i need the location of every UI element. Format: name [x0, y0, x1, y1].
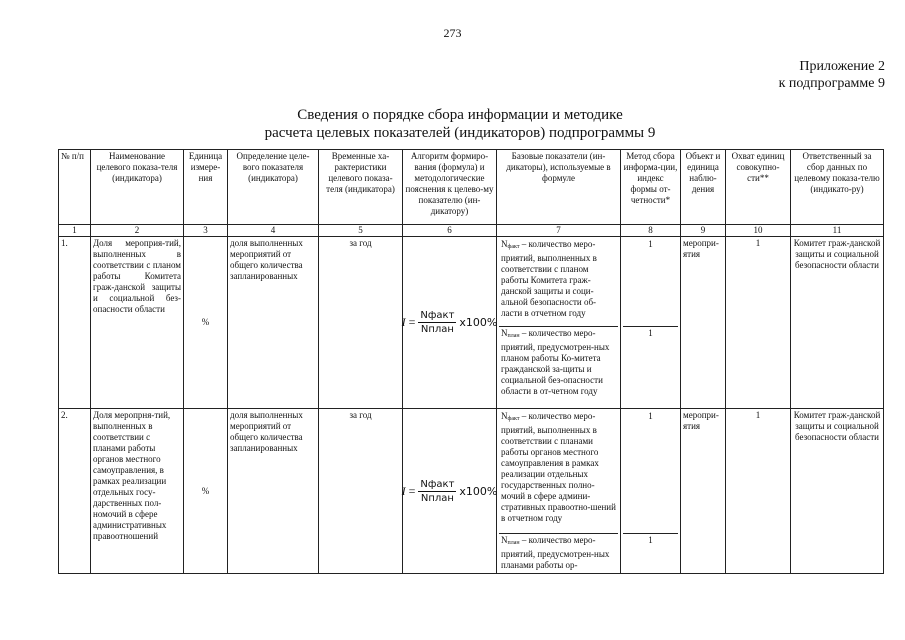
appendix-label [779, 58, 885, 92]
column-number-row [59, 225, 884, 237]
base-indicator-plan: Nплан – количество меро-приятий, предусмотрен-ных планом работы Ко-митета гражданской за-щиты и социальной без-опасности области в от-четном году [501, 328, 610, 396]
column-header: № п/п [59, 150, 91, 225]
formula-multiplier: x100% [459, 316, 498, 329]
base-indicator-fact: Nфакт – количество меро-приятий, выполненных в соответствии с планами работы органов местного самоуправления в рамках реализации отдельных государственных полно-мочий в сфере админи-стративных правоотно-шений в отчетном году [499, 410, 618, 534]
formula-fraction [418, 310, 456, 335]
formula-eq: = [408, 315, 416, 329]
column-header: Единица измере-ния [184, 150, 228, 225]
formula-var: I [401, 483, 406, 498]
time-cell: за год [319, 409, 403, 574]
definition-cell: доля выполненных мероприятий от общего количества запланированных [228, 237, 319, 409]
document-title [200, 106, 720, 142]
base-indicator-fact: Nфакт – количество меро-приятий, выполненных в соответствии с планом работы Комитета граж-данской защиты и соци-альной безопасности об-ласти в отчетном году [499, 238, 618, 327]
table-row [59, 237, 884, 409]
coverage-cell: 1 [726, 409, 791, 574]
table-row [59, 409, 884, 574]
base-indicators-cell [497, 409, 621, 574]
column-header: Базовые показатели (ин-дикаторы), используемые в формуле [497, 150, 621, 225]
formula-eq: = [408, 483, 416, 498]
base-indicators-cell [497, 237, 621, 409]
definition-cell: доля выполненных мероприятий от общего количества запланированных [228, 409, 319, 574]
table-header-row [59, 150, 884, 225]
column-number: 7 [497, 225, 621, 237]
column-number: 2 [91, 225, 184, 237]
formula-denominator: Nплан [420, 324, 454, 335]
formula-var: I [401, 315, 406, 329]
time-cell: за год [319, 237, 403, 409]
column-number: 3 [184, 225, 228, 237]
formula-cell [403, 237, 497, 409]
method-value: 1 [648, 328, 653, 338]
unit-cell: % [184, 409, 228, 574]
row-number: 2. [59, 409, 91, 574]
method-value: 1 [623, 238, 678, 327]
column-header: Охват единиц совокупно-сти** [726, 150, 791, 225]
formula-denominator: Nплан [420, 492, 454, 504]
formula [401, 478, 498, 504]
formula-cell [403, 409, 497, 574]
indicator-name: Доля мероприя-тий, выполненных в соответствии с планом работы Комитета граж-данской защиты и социальной без-опасности области [91, 237, 184, 409]
column-header: Временные ха-рактеристики целевого показа-теля (индикатора) [319, 150, 403, 225]
indicators-table [58, 149, 884, 574]
formula-numerator: Nфакт [420, 478, 455, 490]
column-header: Определение целе-вого показателя (индикатора) [228, 150, 319, 225]
appendix-line1: Приложение 2 [799, 59, 885, 74]
method-cell [621, 409, 681, 574]
column-number: 8 [621, 225, 681, 237]
title-line1: Сведения о порядке сбора информации и методике [297, 107, 623, 123]
object-cell: меропри-ятия [681, 409, 726, 574]
formula [401, 310, 498, 335]
formula-numerator: Nфакт [420, 310, 455, 321]
column-number: 10 [726, 225, 791, 237]
responsible-cell: Комитет граж-данской защиты и социальной безопасности области [791, 237, 884, 409]
indicator-name: Доля меропрня-тий, выполненных в соответствии с планами работы органов местного самоуправления, в рамках реализации отдельных госу-дарственных пол-номочий в сфере административных правоотношений [91, 409, 184, 574]
column-number: 11 [791, 225, 884, 237]
base-indicator-plan: Nплан – количество меро-приятий, предусмотрен-ных планами работы ор- [501, 535, 610, 570]
column-header: Наименование целевого показа-теля (индикатора) [91, 150, 184, 225]
unit-cell: % [184, 237, 228, 409]
method-value: 1 [623, 410, 678, 534]
responsible-cell: Комитет граж-данской защиты и социальной безопасности области [791, 409, 884, 574]
appendix-line2: к подпрограмме 9 [778, 76, 885, 91]
object-cell: меропри-ятия [681, 237, 726, 409]
formula-fraction [418, 479, 456, 504]
column-number: 4 [228, 225, 319, 237]
column-number: 5 [319, 225, 403, 237]
row-number: 1. [59, 237, 91, 409]
column-header: Алгоритм формиро-вания (формула) и методологические пояснения к целево-му показателю (ин-дикатору) [403, 150, 497, 225]
title-line2: расчета целевых показателей (индикаторов) подпрограммы 9 [264, 125, 656, 141]
column-header: Метод сбора информа-ции, индекс формы от-четности* [621, 150, 681, 225]
column-number: 6 [403, 225, 497, 237]
formula-multiplier: x100% [459, 484, 498, 498]
column-number: 1 [59, 225, 91, 237]
coverage-cell: 1 [726, 237, 791, 409]
column-header: Ответственный за сбор данных по целевому показа-телю (индикато-ру) [791, 150, 884, 225]
column-header: Объект и единица наблю-дения [681, 150, 726, 225]
page-number: 273 [443, 26, 462, 40]
method-value: 1 [648, 535, 653, 545]
method-cell [621, 237, 681, 409]
column-number: 9 [681, 225, 726, 237]
